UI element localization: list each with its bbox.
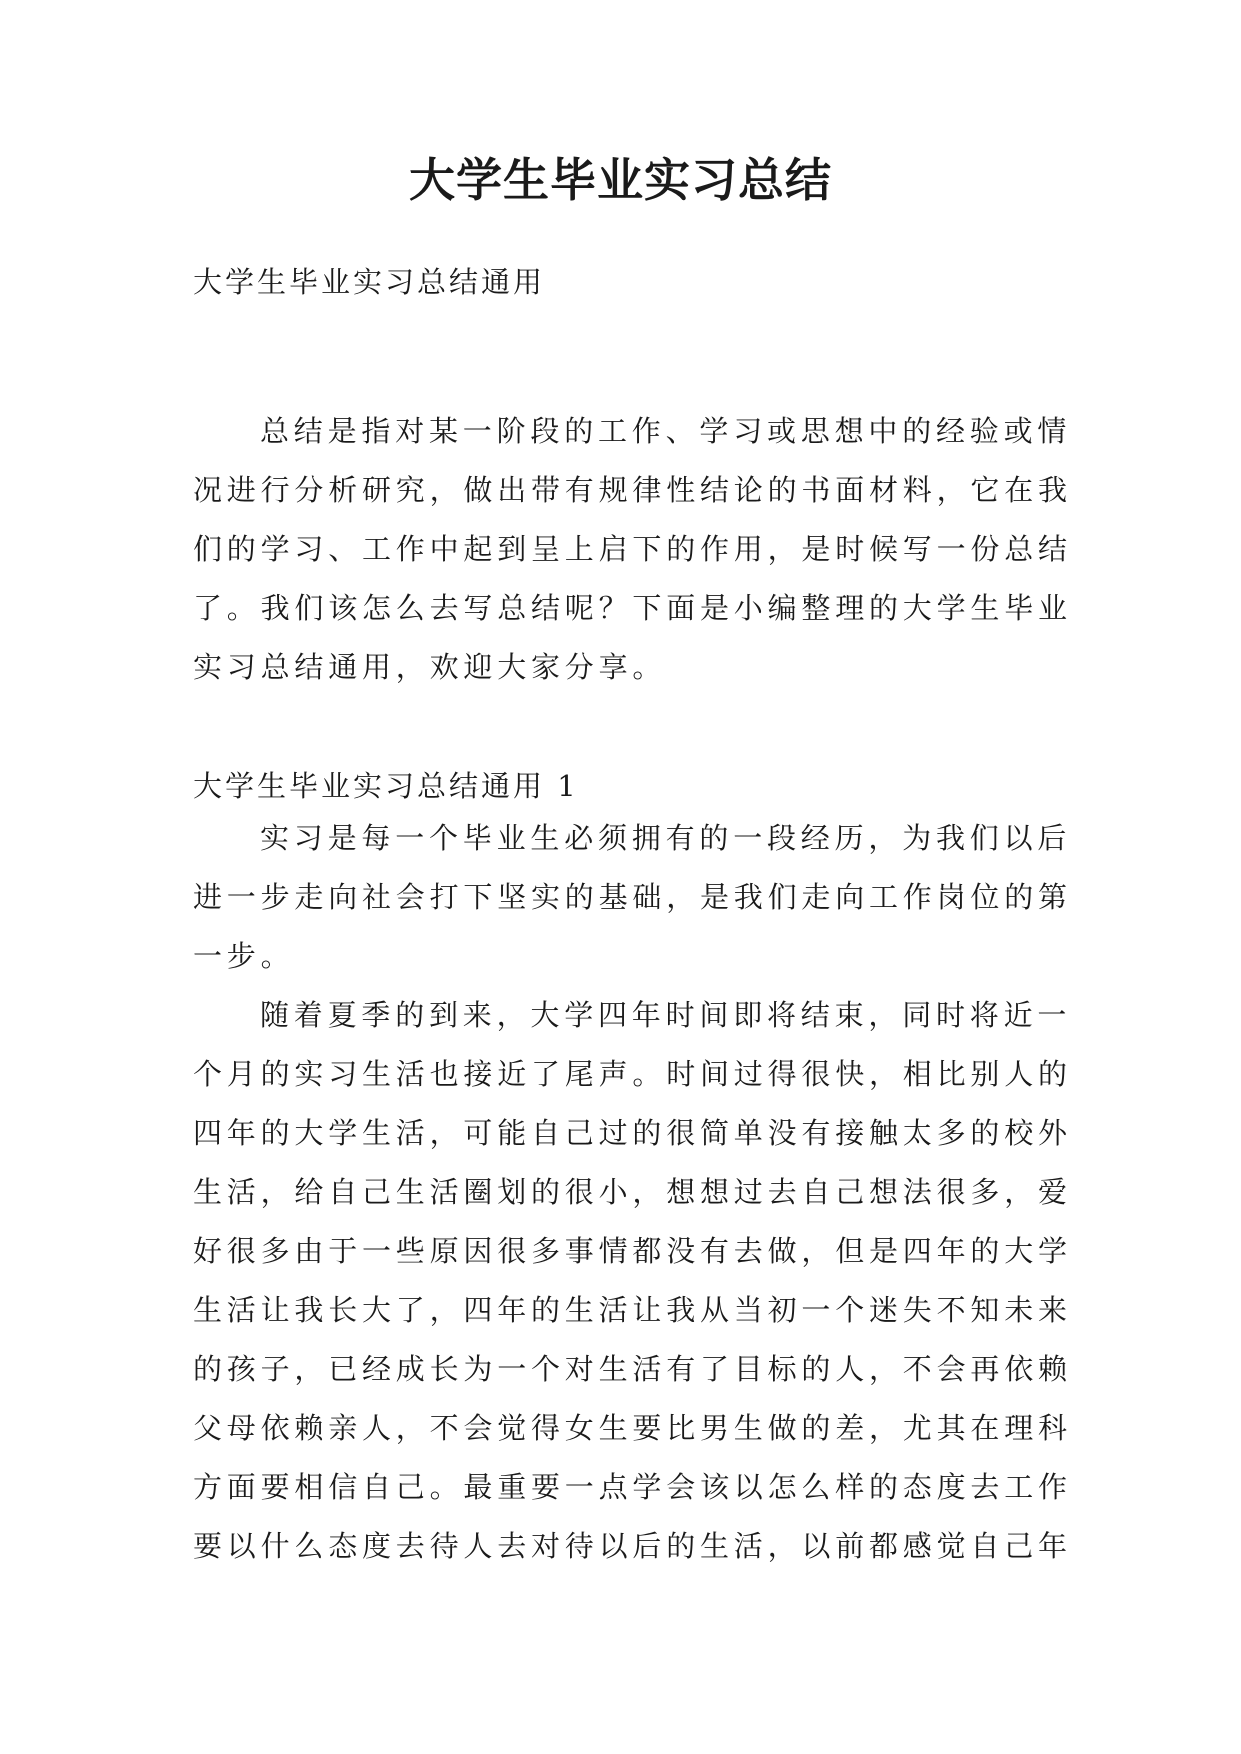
paragraph-line: 进一步走向社会打下坚实的基础，是我们走向工作岗位的第 xyxy=(193,880,1072,914)
paragraph-line: 随着夏季的到来，大学四年时间即将结束，同时将近一 xyxy=(260,998,1072,1032)
paragraph-line: 方面要相信自己。最重要一点学会该以怎么样的态度去工作 xyxy=(193,1470,1072,1504)
paragraph-line: 生活，给自己生活圈划的很小，想想过去自己想法很多，爱 xyxy=(193,1175,1072,1209)
paragraph-line: 的孩子，已经成长为一个对生活有了目标的人，不会再依赖 xyxy=(193,1352,1072,1386)
paragraph-line: 父母依赖亲人，不会觉得女生要比男生做的差，尤其在理科 xyxy=(193,1411,1072,1445)
paragraph-line: 生活让我长大了，四年的生活让我从当初一个迷失不知未来 xyxy=(193,1293,1072,1327)
intro-line: 总结是指对某一阶段的工作、学习或思想中的经验或情 xyxy=(260,414,1072,448)
paragraph-line: 实习是每一个毕业生必须拥有的一段经历，为我们以后 xyxy=(260,821,1072,855)
paragraph-line: 个月的实习生活也接近了尾声。时间过得很快，相比别人的 xyxy=(193,1057,1072,1091)
intro-line: 实习总结通用，欢迎大家分享。 xyxy=(193,650,667,684)
paragraph-line: 一步。 xyxy=(193,939,295,973)
body-paragraph-1 xyxy=(193,809,1072,986)
paragraph-line: 好很多由于一些原因很多事情都没有去做，但是四年的大学 xyxy=(193,1234,1072,1268)
intro-line: 况进行分析研究，做出带有规律性结论的书面材料，它在我 xyxy=(193,473,1072,507)
paragraph-line: 四年的大学生活，可能自己过的很简单没有接触太多的校外 xyxy=(193,1116,1072,1150)
section-heading: 大学生毕业实习总结通用 1 xyxy=(193,769,579,803)
intro-line: 们的学习、工作中起到呈上启下的作用，是时候写一份总结 xyxy=(193,532,1072,566)
intro-line: 了。我们该怎么去写总结呢？下面是小编整理的大学生毕业 xyxy=(193,591,1072,625)
body-paragraph-2 xyxy=(193,986,1072,1576)
paragraph-line: 要以什么态度去待人去对待以后的生活，以前都感觉自己年 xyxy=(193,1529,1072,1563)
document-subtitle: 大学生毕业实习总结通用 xyxy=(193,265,546,299)
document-title: 大学生毕业实习总结 xyxy=(409,153,832,207)
intro-paragraph xyxy=(193,402,1072,697)
